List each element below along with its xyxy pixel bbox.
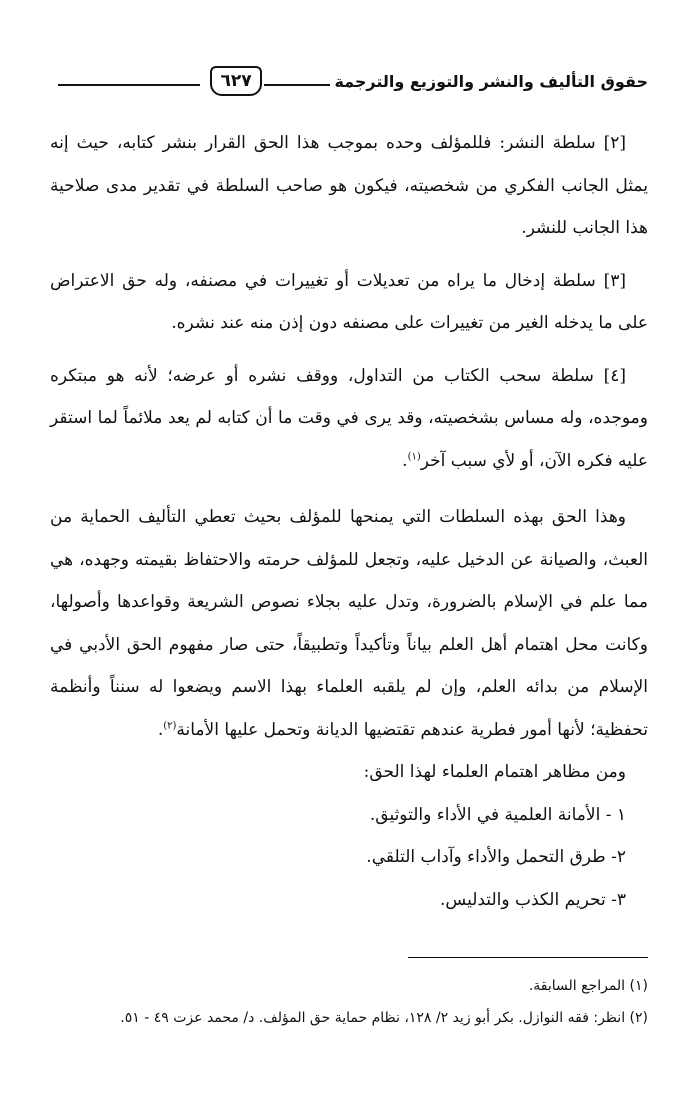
header-rule-left	[58, 84, 200, 86]
list-item: ٣- تحريم الكذب والتدليس.	[440, 889, 626, 910]
footnote-divider	[408, 957, 648, 958]
paragraph-rights-protection: وهذا الحق بهذه السلطات التي يمنحها للمؤلف بحيث تعطي التأليف الحماية من العبث، والصيانة عن الدخيل عليه، وتجعل للمؤلف حرمته والاحتفاظ بقيمته وجهده، هي مما علم في الإسلام بالضرورة، وتدل عليه بجلاء نصوص الشريعة وقواعدها وأصولها، وكانت محل اهتمام أهل العلم بياناً وتأكيداً وتطبيقاً، حتى صار مفهوم الحق الأدبي في الإسلام من بدائه العلم، وإن لم يلقبه العلماء بهذا الاسم ويضعوا له سنناً وأنظمة تحفظية؛ لأنها أمور فطرية عندهم تقتضيها الديانة وتحمل عليها الأمانة$^{(٢)}$.	[50, 507, 648, 740]
footnote-ref-2: (٢)	[163, 719, 177, 731]
footnotes	[50, 970, 648, 1034]
running-header	[58, 66, 648, 106]
page-number: ٦٢٧	[210, 66, 262, 96]
footnote-2: (٢) انظر: فقه النوازل. بكر أبو زيد ٢/ ١٢٨، نظام حماية حق المؤلف. د/ محمد عزت ٤٩ - ٥١.	[120, 1010, 648, 1026]
paragraph-list-intro: ومن مظاهر اهتمام العلماء لهذا الحق:	[363, 762, 626, 782]
paragraph-modification-authority: [٣] سلطة إدخال ما يراه من تعديلات أو تغييرات في مصنفه، وله حق الاعتراض على ما يدخله الغير من تغييرات على مصنفه دون إذن منه عند نشره.	[50, 270, 648, 333]
list-item: ١ - الأمانة العلمية في الأداء والتوثيق.	[369, 804, 626, 825]
list-item: ٢- طرق التحمل والأداء وآداب التلقي.	[366, 847, 626, 867]
main-text	[50, 122, 648, 921]
footnote-ref-1: (١)	[407, 450, 421, 462]
paragraph-publication-authority: [٢] سلطة النشر: فللمؤلف وحده بموجب هذا الحق القرار بنشر كتابه، حيث إنه يمثل الجانب الفكري من شخصيته، فيكون هو صاحب السلطة في تقدير مدى صلاحية هذا الجانب للنشر.	[50, 133, 648, 238]
footnote-1: (١) المراجع السابقة.	[528, 978, 648, 994]
header-title: حقوق التأليف والنشر والتوزيع والترجمة	[334, 72, 648, 91]
paragraph-withdrawal-authority: [٤] سلطة سحب الكتاب من التداول، ووقف نشره أو عرضه؛ لأنه هو مبتكره وموجده، وله مساس بشخصيته، وقد يرى في وقت ما أن كتابه لم يعد ملائماً لما استقر عليه فكره الآن، أو لأي سبب آخر$^{(١)}$.	[50, 365, 648, 471]
header-rule-right	[264, 84, 330, 86]
